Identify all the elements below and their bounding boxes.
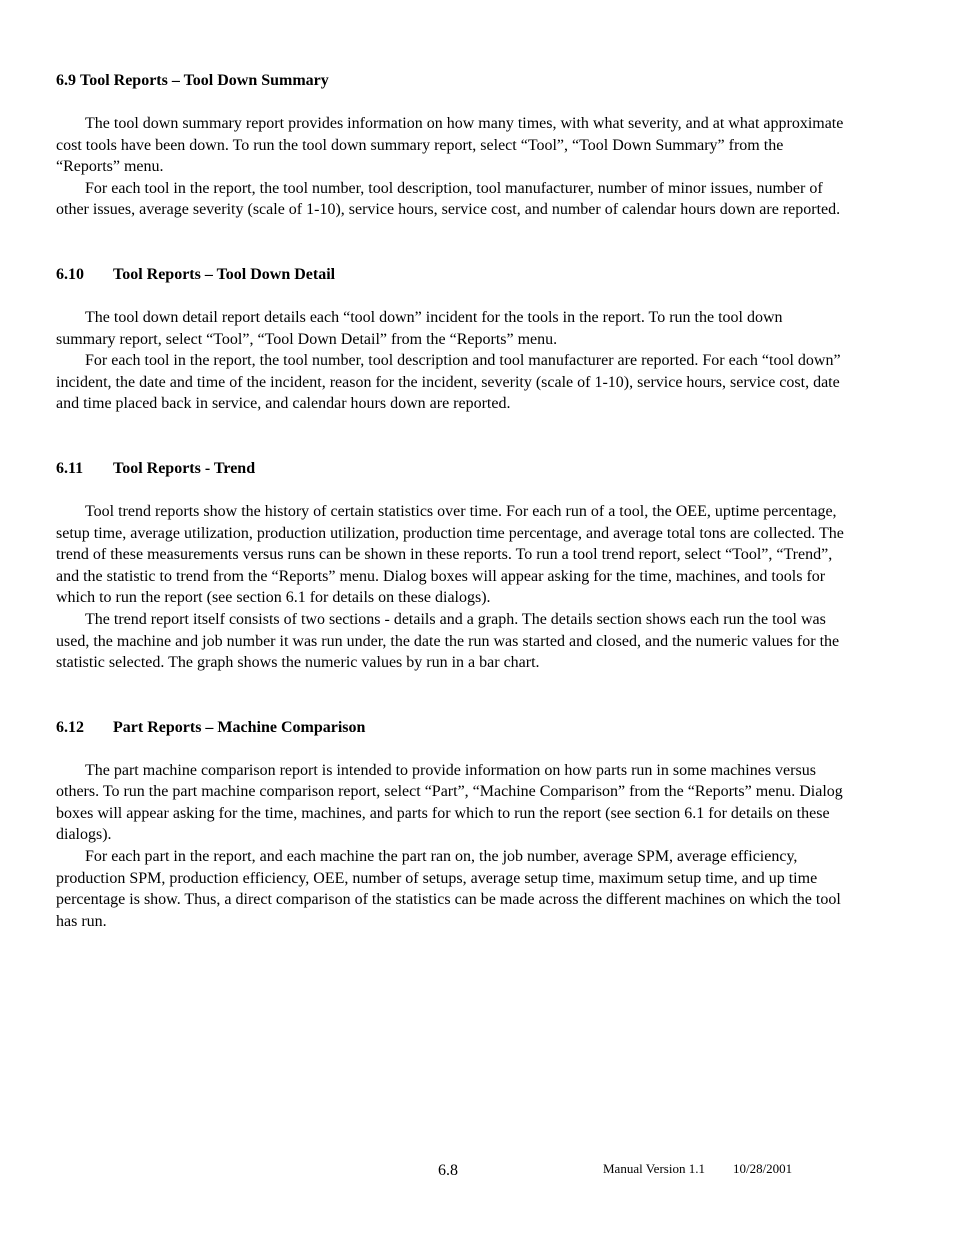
paragraph: The part machine comparison report is intended to provide information on how parts run in some machines versus others. To run the part machine comparison report, select “Part”, “Machine Comparison” from the “Reports” menu. Dialog boxes will appear asking for the time, machines, and parts for which to run the report (see section 6.1 for details on these dialogs). — [56, 761, 843, 844]
section-title: Tool Reports - Trend — [113, 459, 256, 477]
footer-version-info — [603, 1159, 792, 1179]
section-6-9 — [56, 70, 846, 221]
section-heading — [56, 717, 846, 739]
section-6-10 — [56, 264, 846, 415]
section-number: 6.10 — [56, 265, 84, 283]
section-heading — [56, 264, 846, 286]
revision-date: 10/28/2001 — [732, 1161, 793, 1176]
page-number: 6.8 — [438, 1162, 458, 1179]
manual-version: Manual Version 1.1 — [603, 1161, 705, 1176]
section-heading — [56, 458, 846, 480]
paragraph: The tool down summary report provides information on how many times, with what severity, and at what approximate cost tools have been down. To run the tool down summary report, select “Tool”, “Tool Down Summary” from the “Reports” menu. — [56, 115, 844, 176]
section-heading — [56, 70, 846, 92]
section-number: 6.11 — [56, 459, 84, 477]
paragraph: For each tool in the report, the tool number, tool description, tool manufacturer, number of minor issues, number of other issues, average severity (scale of 1-10), service hours, service cost, and number of calendar hours down are reported. — [56, 179, 841, 219]
section-number: 6.9 — [56, 72, 76, 89]
section-number: 6.12 — [56, 718, 84, 736]
paragraph: Tool trend reports show the history of certain statistics over time. For each run of a tool, the OEE, uptime percentage, setup time, average utilization, production utilization, production time percentage, and average total tons are collected. The trend of these measurements versus runs can be shown in these reports. To run a tool trend report, select “Tool”, “Trend”, and the statistic to trend from the “Reports” menu. Dialog boxes will appear asking for the time, machines, and tools for which to run the report (see section 6.1 for details on these dialogs). — [56, 502, 844, 607]
section-6-12 — [56, 717, 846, 933]
paragraph: For each part in the report, and each machine the part ran on, the job number, average SPM, average efficiency, production SPM, production efficiency, OEE, number of setups, average setup time, maximum setup time, and up time percentage is show. Thus, a direct comparison of the statistics can be made across the different machines on which the tool has run. — [56, 848, 841, 930]
paragraph: The tool down detail report details each “tool down” incident for the tools in the report. To run the tool down summary report, select “Tool”, “Tool Down Detail” from the “Reports” menu. — [56, 308, 783, 348]
section-title: Tool Reports – Tool Down Summary — [80, 72, 329, 89]
page-content — [56, 70, 846, 932]
paragraph: For each tool in the report, the tool number, tool description and tool manufacturer are reported. For each “tool down” incident, the date and time of the incident, reason for the incident, severity (scale of 1-10), service hours, service cost, date and time placed back in service, and calendar hours down are reported. — [56, 352, 841, 413]
section-6-11 — [56, 458, 846, 674]
section-title: Part Reports – Machine Comparison — [113, 718, 366, 736]
paragraph: The trend report itself consists of two sections - details and a graph. The details section shows each run the tool was used, the machine and job number it was run under, the date the run was started and closed, and the numeric values for the statistic selected. The graph shows the numeric values by run in a bar chart. — [56, 610, 840, 672]
section-title: Tool Reports – Tool Down Detail — [113, 265, 336, 283]
